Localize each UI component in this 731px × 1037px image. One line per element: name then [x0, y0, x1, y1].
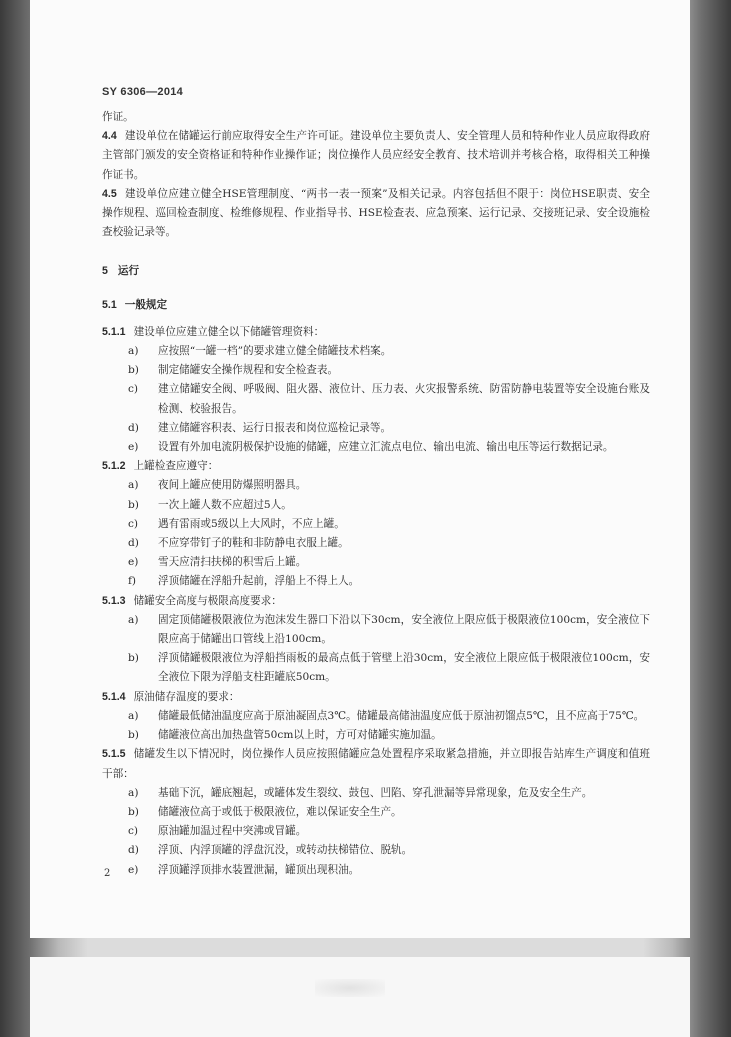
list-item-label: d) — [128, 844, 139, 857]
list-item-text: 一次上罐人数不应超过5人。 — [158, 498, 292, 511]
clause-number: 5.1.1 — [102, 325, 126, 338]
list-item-label: e) — [128, 863, 139, 876]
list-item — [102, 419, 650, 438]
list-item-label: a) — [128, 786, 139, 799]
next-page-preview — [30, 957, 690, 1037]
list-item — [102, 841, 650, 860]
list-item-label: b) — [128, 729, 139, 742]
list-item-text: 储罐液位高出加热盘管50cm以上时，方可对储罐实施加温。 — [158, 729, 442, 742]
list-item-label: c) — [128, 383, 139, 396]
list-item-text: 固定顶储罐极限液位为泡沫发生器口下沿以下30cm，安全液位上限应低于极限液位100cm，安全液位下限应高于储罐出口管线上沿100cm。 — [158, 613, 650, 646]
section-number: 5.1 — [102, 298, 117, 311]
list-item-text: 基础下沉，罐底翘起，或罐体发生裂纹、鼓包、凹陷、穿孔泄漏等异常现象，危及安全生产。 — [158, 786, 593, 799]
clause-text: 储罐发生以下情况时，岗位操作人员应按照储罐应急处置程序采取紧急措施，并立即报告站库生产调度和值班干部： — [102, 748, 650, 780]
clause-5-1-1 — [102, 323, 650, 342]
list-item-text: 储罐液位高于或低于极限液位，难以保证安全生产。 — [158, 805, 402, 818]
section-heading-5-1 — [102, 296, 650, 315]
list-item-text: 设置有外加电流阴极保护设施的储罐，应建立汇流点电位、输出电流、输出电压等运行数据记录。 — [158, 441, 614, 454]
list-item — [102, 611, 650, 649]
list-item-label: b) — [128, 364, 139, 377]
list-item — [102, 572, 650, 591]
list-item-text: 建立储罐安全阀、呼吸阀、阻火器、液位计、压力表、火灾报警系统、防雷防静电装置等安全设施台账及检测、校验报告。 — [158, 383, 650, 415]
clause-text: 储罐安全高度与极限高度要求： — [133, 594, 282, 607]
list-item — [102, 707, 650, 726]
list-item — [102, 361, 650, 380]
page-content — [102, 108, 650, 880]
list-item-text: 储罐最低储油温度应高于原油凝固点3℃。储罐最高储油温度应低于原油初馏点5℃，且不应高于75℃。 — [158, 709, 645, 722]
list-item-label: d) — [128, 421, 139, 434]
list-item-label: b) — [128, 498, 139, 511]
list-item — [102, 784, 650, 803]
list-item — [102, 861, 650, 880]
section-title: 运行 — [117, 265, 140, 278]
list-item-label: e) — [128, 556, 139, 569]
list-item-label: a) — [128, 479, 139, 492]
list-item-label: a) — [128, 613, 139, 626]
scan-smudge — [315, 979, 385, 997]
list-item-text: 原油罐加温过程中突沸或冒罐。 — [158, 825, 307, 838]
list-item-text: 建立储罐容积表、运行日报表和岗位巡检记录等。 — [158, 421, 392, 434]
standard-code-header: SY 6306—2014 — [102, 86, 184, 98]
list-item-text: 浮顶储罐极限液位为浮船挡雨板的最高点低于管壁上沿30cm，安全液位上限应低于极限液位100cm，安全液位下限为浮船支柱距罐底50cm。 — [158, 652, 650, 684]
list-5-1-2 — [102, 476, 650, 591]
list-item — [102, 476, 650, 495]
clause-number: 5.1.5 — [102, 748, 126, 761]
list-item-label: b) — [128, 652, 139, 665]
list-item — [102, 342, 650, 361]
list-5-1-5 — [102, 784, 650, 880]
list-item-text: 夜间上罐应使用防爆照明器具。 — [158, 479, 307, 492]
list-item — [102, 496, 650, 515]
document-page — [30, 0, 690, 938]
clause-5-1-4 — [102, 688, 650, 707]
list-item — [102, 380, 650, 418]
list-item-text: 浮顶储罐在浮船升起前，浮船上不得上人。 — [158, 575, 360, 588]
clause-number: 5.1.2 — [102, 460, 126, 473]
clause-4-5 — [102, 185, 650, 243]
list-item-label: f) — [128, 575, 137, 588]
list-item-text: 遇有雷雨或5级以上大风时，不应上罐。 — [158, 517, 345, 530]
list-item-label: c) — [128, 517, 139, 530]
section-heading-5 — [102, 262, 650, 281]
clause-5-1-5 — [102, 745, 650, 783]
list-item-label: e) — [128, 441, 139, 454]
list-item — [102, 515, 650, 534]
clause-text: 建设单位应建立健全以下储罐管理资料： — [133, 325, 325, 338]
list-item-text: 制定储罐安全操作规程和安全检查表。 — [158, 364, 339, 377]
list-5-1-3 — [102, 611, 650, 688]
list-item-text: 不应穿带钉子的鞋和非防静电衣服上罐。 — [158, 537, 349, 550]
list-item — [102, 438, 650, 457]
clause-text: 建设单位应建立健全HSE管理制度、“两书一表一预案”及相关记录。内容包括但不限于：岗位HSE职责、安全操作规程、巡回检查制度、检维修规程、作业指导书、HSE检查表、应急预案、运行记录、交接班记录、安全设施检查校验记录等。 — [102, 187, 650, 239]
list-item-text: 应按照“一罐一档”的要求建立健全储罐技术档案。 — [158, 345, 392, 358]
list-item-label: c) — [128, 825, 139, 838]
clause-5-1-3 — [102, 592, 650, 611]
list-5-1-4 — [102, 707, 650, 745]
section-title: 一般规定 — [124, 298, 168, 311]
list-item-text: 浮顶、内浮顶罐的浮盘沉没，或转动扶梯错位、脱轨。 — [158, 844, 413, 857]
page-number: 2 — [104, 868, 111, 879]
clause-5-1-2 — [102, 457, 650, 476]
section-number: 5 — [102, 265, 108, 278]
list-item — [102, 534, 650, 553]
list-item-label: b) — [128, 805, 139, 818]
list-item — [102, 649, 650, 687]
list-item-label: a) — [128, 345, 139, 358]
list-item — [102, 553, 650, 572]
list-item — [102, 726, 650, 745]
clause-number: 4.5 — [102, 187, 117, 200]
clause-text: 原油储存温度的要求： — [133, 690, 240, 703]
continued-text: 作证。 — [102, 111, 134, 123]
list-item-text: 浮顶罐浮顶排水装置泄漏，罐顶出现积油。 — [158, 863, 360, 876]
clause-4-4 — [102, 127, 650, 185]
list-5-1-1 — [102, 342, 650, 457]
list-item — [102, 822, 650, 841]
clause-number: 5.1.3 — [102, 594, 126, 607]
clause-number: 5.1.4 — [102, 690, 126, 703]
clause-text: 上罐检查应遵守： — [133, 460, 219, 473]
list-item — [102, 803, 650, 822]
list-item-label: d) — [128, 537, 139, 550]
list-item-text: 雪天应清扫扶梯的积雪后上罐。 — [158, 556, 307, 569]
clause-number: 4.4 — [102, 130, 117, 143]
clause-text: 建设单位在储罐运行前应取得安全生产许可证。建设单位主要负责人、安全管理人员和特种作业人员应取得政府主管部门颁发的安全资格证和特种作业操作证；岗位操作人员应经安全教育、技术培训并考核合格，取得相关工种操作证书。 — [102, 130, 650, 181]
list-item-label: a) — [128, 709, 139, 722]
